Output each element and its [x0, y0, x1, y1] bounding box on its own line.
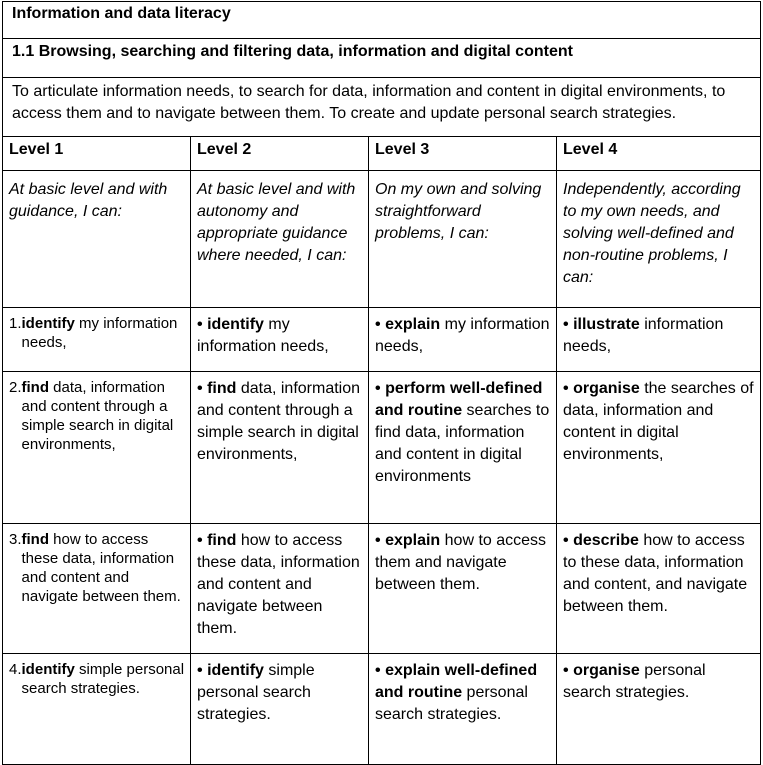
outcome-text: my information needs, [375, 316, 550, 355]
competence-title: 1.1 Browsing, searching and filtering data, information and digital content [3, 39, 761, 78]
outcome-text: personal search strategies. [375, 684, 528, 723]
bullet-icon: • [563, 316, 569, 333]
level-1-outcome [3, 524, 191, 654]
level-1-outcome [3, 654, 191, 765]
bullet-icon: • [375, 532, 381, 549]
bullet-icon: • [375, 380, 381, 397]
outcome-verb: find [207, 380, 237, 397]
outcome-verb: find [21, 531, 50, 548]
bullet-icon: • [563, 380, 569, 397]
level-2-outcome [191, 372, 369, 524]
outcome-verb: identify [21, 315, 75, 332]
competence-description: To articulate information needs, to search for data, information and content in digital environments, to access them and to navigate between them. To create and update personal search strategies. [3, 78, 761, 137]
bullet-icon: • [197, 532, 203, 549]
outcome-row [3, 654, 761, 765]
outcome-verb: identify [207, 662, 264, 679]
competence-title-row [3, 39, 761, 78]
outcome-verb: find [207, 532, 237, 549]
outcome-verb: explain well-defined and routine [375, 662, 538, 701]
outcome-text: data, information and content through a simple search in digital environments, [197, 380, 361, 463]
outcome-text: how to access these data, information and content and navigate between them. [21, 531, 181, 605]
outcome-text: information needs, [563, 316, 724, 355]
outcome-text: how to access to these data, information and content, and navigate between them. [563, 532, 748, 615]
level-3-outcome [369, 654, 557, 765]
level-3-outcome [369, 372, 557, 524]
intro-row [3, 171, 761, 308]
outcome-verb: organise [573, 662, 640, 679]
outcome-text: my information needs, [197, 316, 329, 355]
level-3-outcome [369, 524, 557, 654]
level-2-outcome [191, 308, 369, 372]
level-2-outcome [191, 524, 369, 654]
outcome-verb: organise [573, 380, 640, 397]
outcome-text: simple personal search strategies. [21, 661, 185, 697]
outcome-verb: explain [385, 316, 441, 333]
level-header-row [3, 137, 761, 171]
outcome-verb: explain [385, 532, 441, 549]
outcome-row [3, 372, 761, 524]
outcome-verb: describe [573, 532, 639, 549]
level-3-intro: On my own and solving straightforward problems, I can: [369, 171, 557, 308]
level-4-outcome [557, 372, 761, 524]
level-1-outcome [3, 372, 191, 524]
outcome-text: data, information and content through a simple search in digital environments, [21, 379, 174, 453]
item-number: 3. [9, 531, 22, 548]
level-1-outcome [3, 308, 191, 372]
bullet-icon: • [563, 662, 569, 679]
level-4-intro: Independently, according to my own needs, and solving well-defined and non-routine problems, I can: [557, 171, 761, 308]
outcome-text: how to access them and navigate between them. [375, 532, 547, 593]
description-row [3, 78, 761, 137]
outcome-verb: illustrate [573, 316, 640, 333]
outcome-text: my information needs, [21, 315, 178, 351]
level-4-outcome [557, 308, 761, 372]
bullet-icon: • [197, 316, 203, 333]
level-4-outcome [557, 654, 761, 765]
item-number: 2. [9, 379, 22, 396]
level-4-header: Level 4 [557, 137, 761, 171]
outcome-text: how to access these data, information and content and navigate between them. [197, 532, 360, 637]
area-title-row [3, 2, 761, 39]
competence-table [2, 1, 761, 765]
bullet-icon: • [197, 380, 203, 397]
bullet-icon: • [375, 316, 381, 333]
outcome-row [3, 524, 761, 654]
bullet-icon: • [563, 532, 569, 549]
outcome-verb: identify [207, 316, 264, 333]
item-number: 1. [9, 315, 22, 332]
outcome-text: simple personal search strategies. [197, 662, 315, 723]
level-1-intro: At basic level and with guidance, I can: [3, 171, 191, 308]
area-title: Information and data literacy [3, 2, 761, 39]
level-2-header: Level 2 [191, 137, 369, 171]
level-3-outcome [369, 308, 557, 372]
outcome-verb: identify [21, 661, 75, 678]
level-2-intro: At basic level and with autonomy and appropriate guidance where needed, I can: [191, 171, 369, 308]
outcome-verb: perform well-defined and routine [375, 380, 543, 419]
level-2-outcome [191, 654, 369, 765]
level-4-outcome [557, 524, 761, 654]
outcome-text: searches to find data, information and content in digital environments [375, 402, 550, 485]
item-number: 4. [9, 661, 22, 678]
level-1-header: Level 1 [3, 137, 191, 171]
outcome-verb: find [21, 379, 50, 396]
outcome-row [3, 308, 761, 372]
outcome-text: personal search strategies. [563, 662, 706, 701]
level-3-header: Level 3 [369, 137, 557, 171]
bullet-icon: • [197, 662, 203, 679]
bullet-icon: • [375, 662, 381, 679]
outcome-text: the searches of data, information and content in digital environments, [563, 380, 754, 463]
